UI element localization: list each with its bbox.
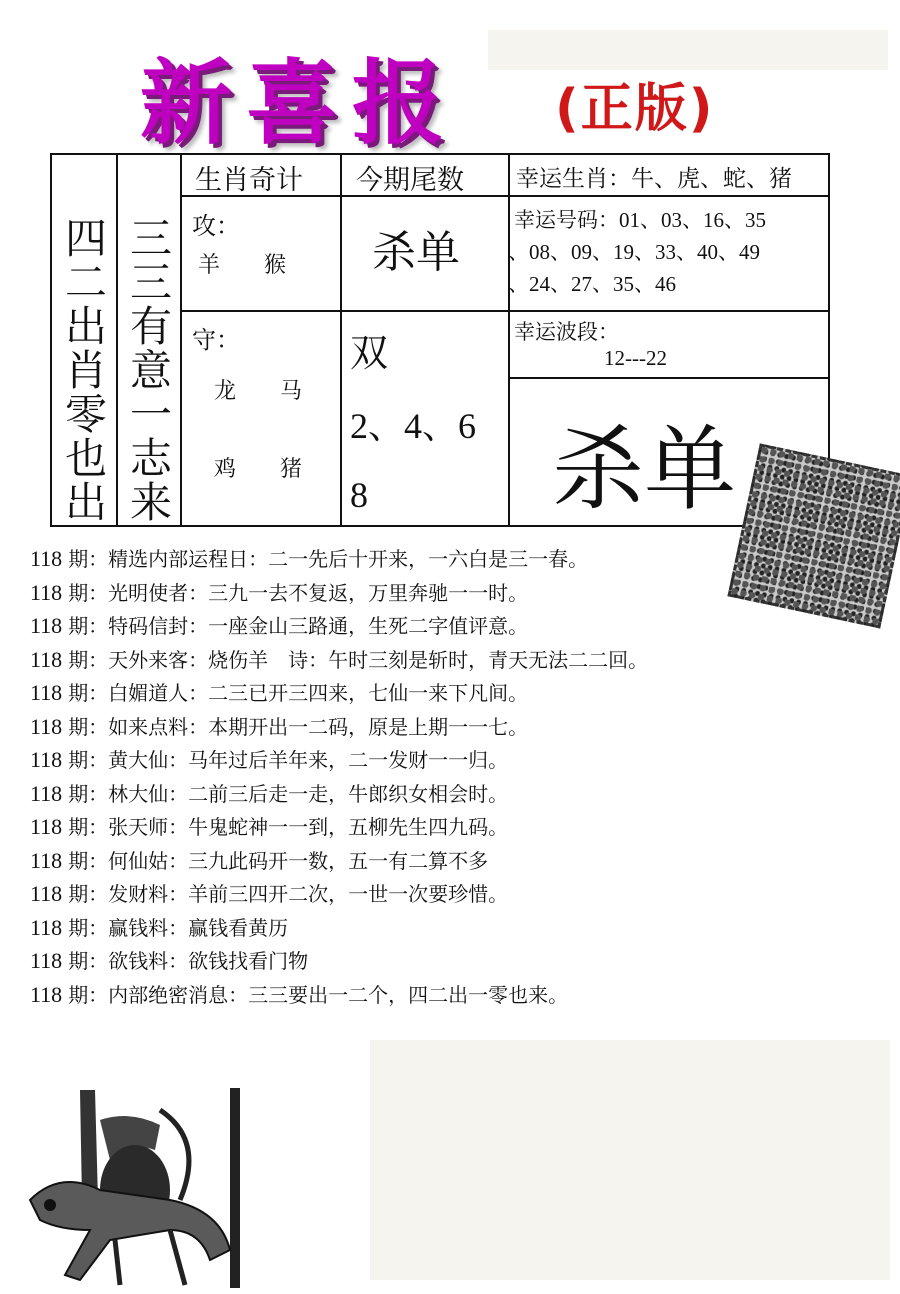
attack-animals: 羊 猴 [198, 253, 287, 278]
prediction-line: 118 期：内部绝密消息：三三要出一二个，四二出一零也来。 [30, 981, 569, 1007]
prediction-line: 118 期：特码信封：一座金山三路通，生死二字值评意。 [30, 613, 529, 638]
lucky-zodiac: 幸运生肖：牛、虎、蛇、猪 [516, 166, 792, 192]
prediction-line: 118 期：精选内部运程日：二一先后十开来，一六白是三一春。 [30, 546, 589, 571]
header-zodiac-plan: 生肖奇计 [195, 165, 303, 196]
lucky-wave-label: 幸运波段： [514, 320, 619, 344]
paper-patch [488, 30, 888, 70]
double-label: 双 [350, 331, 389, 375]
edition-label: (正版) [555, 79, 715, 139]
prediction-line: 118 期：白媚道人：二三已开三四来，七仙一来下凡间。 [30, 680, 529, 705]
prediction-line: 118 期：天外来客：烧伤羊 诗：午时三刻是斩时，青天无法二二回。 [30, 646, 649, 672]
prediction-line: 118 期：如来点料：本期开出一二码，原是上期一一七。 [30, 713, 529, 739]
horseman-archer-illustration [20, 1080, 300, 1290]
lucky-numbers-line1: 幸运号码：01、03、16、35 [514, 208, 766, 232]
lucky-wave-value: 12---22 [604, 346, 667, 370]
double-number-last: 8 [350, 475, 368, 515]
prediction-list [30, 542, 750, 1011]
prediction-line: 118 期：赢钱料：赢钱看黄历 [30, 914, 289, 940]
prediction-line: 118 期：何仙姑：三九此码开一数，五一有二算不多 [30, 847, 489, 873]
lucky-numbers-line3: 、24、27、35、46 [508, 272, 676, 296]
prediction-line: 118 期：黄大仙：马年过后羊年来，二一发财一一归。 [30, 747, 509, 772]
prediction-line: 118 期：欲钱料：欲钱找看门物 [30, 948, 309, 973]
seal-stamp [727, 443, 900, 628]
paper-patch [370, 1040, 890, 1280]
kill-single-big: 杀单 [552, 416, 737, 523]
prediction-line: 118 期：发财料：羊前三四开二次，一世一次要珍惜。 [30, 881, 509, 906]
prediction-line: 118 期：光明使者：三九一去不复返，万里奔驰一一时。 [30, 579, 529, 605]
double-numbers: 2、4、6 [350, 406, 477, 446]
defend-label: 守： [192, 326, 240, 354]
prediction-line: 118 期：张天师：牛鬼蛇神一一到，五柳先生四九码。 [30, 814, 509, 839]
attack-label: 攻： [192, 212, 240, 240]
newspaper-title: 新喜报 [140, 50, 459, 157]
defend-animals-2: 鸡 猪 [214, 457, 303, 482]
kill-single-small: 杀单 [372, 227, 460, 278]
side-verse-2: 三三有意一志来 [124, 216, 173, 524]
header-tail-number: 今期尾数 [356, 165, 464, 196]
prediction-line: 118 期：林大仙：二前三后走一走，牛郎织女相会时。 [30, 780, 509, 806]
side-verse-1: 四二出肖零也出 [59, 216, 108, 524]
lucky-numbers-line2: 、08、09、19、33、40、49 [508, 240, 760, 264]
defend-animals-1: 龙 马 [214, 379, 303, 404]
